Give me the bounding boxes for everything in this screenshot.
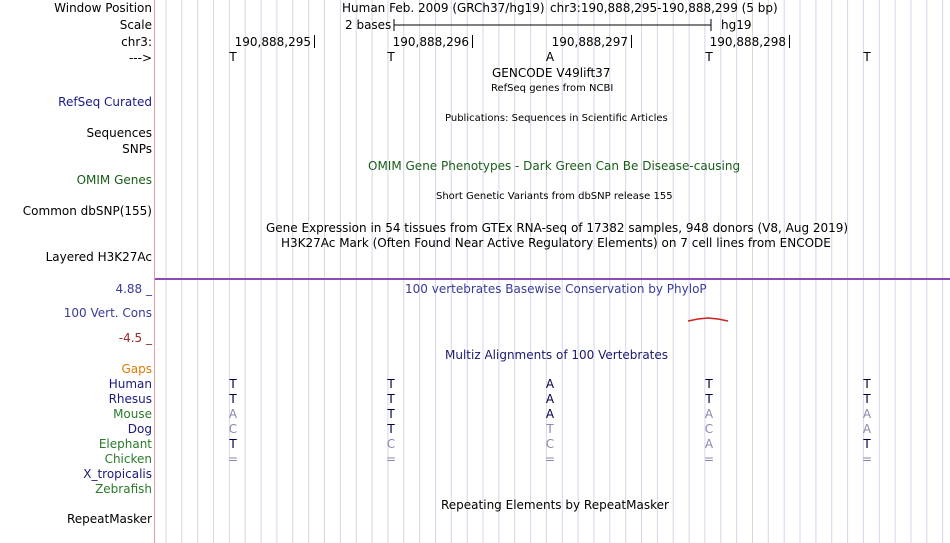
coordinate-label: 190,888,295 bbox=[234, 35, 311, 49]
alignment-base: T bbox=[705, 377, 713, 391]
alignment-base: A bbox=[704, 437, 714, 451]
phylop-min-value: -4.5 _ bbox=[118, 331, 152, 345]
coordinate-label: 190,888,296 bbox=[392, 35, 469, 49]
alignment-base: A bbox=[704, 407, 714, 421]
alignment-base: T bbox=[229, 392, 237, 406]
gencode-track-title[interactable]: GENCODE V49lift37 bbox=[492, 66, 611, 80]
omim-track-label[interactable]: OMIM Genes bbox=[76, 173, 152, 187]
alignment-base: C bbox=[545, 437, 555, 451]
track-label-separator bbox=[154, 0, 155, 543]
alignment-base: T bbox=[229, 377, 237, 391]
scale-bar bbox=[393, 17, 713, 33]
window-position-label: Window Position bbox=[54, 1, 152, 15]
species-label-x_tropicalis[interactable]: X_tropicalis bbox=[83, 467, 152, 481]
species-label-dog[interactable]: Dog bbox=[127, 422, 152, 436]
phylop-wiggle bbox=[686, 314, 730, 324]
alignment-base: A bbox=[545, 377, 555, 391]
alignment-base: = bbox=[385, 452, 397, 466]
strand-label: ---> bbox=[128, 51, 152, 65]
alignment-base: T bbox=[387, 422, 395, 436]
alignment-base: A bbox=[228, 407, 238, 421]
coordinate-tick bbox=[472, 35, 473, 48]
alignment-base: T bbox=[863, 377, 871, 391]
gaps-label[interactable]: Gaps bbox=[121, 362, 152, 376]
alignment-base: T bbox=[705, 392, 713, 406]
species-label-human[interactable]: Human bbox=[108, 377, 152, 391]
multiz-track-title[interactable]: Multiz Alignments of 100 Vertebrates bbox=[445, 348, 669, 362]
species-label-elephant[interactable]: Elephant bbox=[98, 437, 152, 451]
dbsnp-track-title[interactable]: Short Genetic Variants from dbSNP release 155 bbox=[436, 191, 673, 202]
reference-base: A bbox=[545, 50, 555, 64]
alignment-base: A bbox=[862, 407, 872, 421]
scale-text: 2 bases bbox=[345, 18, 392, 32]
omim-track-title[interactable]: OMIM Gene Phenotypes - Dark Green Can Be Disease-causing bbox=[368, 159, 741, 173]
alignment-base: C bbox=[704, 422, 714, 436]
chromosome-label: chr3: bbox=[121, 35, 152, 49]
reference-base: T bbox=[863, 50, 871, 64]
coordinate-label: 190,888,297 bbox=[551, 35, 628, 49]
dbsnp-track-label[interactable]: Common dbSNP(155) bbox=[22, 204, 152, 218]
coordinate-label: 190,888,298 bbox=[709, 35, 786, 49]
alignment-base: = bbox=[544, 452, 556, 466]
species-label-mouse[interactable]: Mouse bbox=[113, 407, 152, 421]
coordinate-tick bbox=[789, 35, 790, 48]
h3k27ac-track-label[interactable]: Layered H3K27Ac bbox=[45, 250, 152, 264]
repeatmasker-track-title[interactable]: Repeating Elements by RepeatMasker bbox=[441, 498, 669, 512]
conservation-track-label[interactable]: 100 Vert. Cons bbox=[63, 306, 152, 320]
coordinate-tick bbox=[314, 35, 315, 48]
phylop-max-value: 4.88 _ bbox=[115, 282, 152, 296]
alignment-base: T bbox=[229, 437, 237, 451]
reference-base: T bbox=[229, 50, 237, 64]
refseq-track-title[interactable]: RefSeq genes from NCBI bbox=[491, 83, 614, 94]
alignment-base: T bbox=[387, 407, 395, 421]
alignment-base: = bbox=[703, 452, 715, 466]
alignment-base: C bbox=[386, 437, 396, 451]
alignment-base: A bbox=[545, 407, 555, 421]
publications-track-title[interactable]: Publications: Sequences in Scientific Articles bbox=[445, 113, 668, 124]
species-label-zebrafish[interactable]: Zebrafish bbox=[95, 482, 152, 496]
window-position-value: chr3:190,888,295-190,888,299 (5 bp) bbox=[550, 1, 778, 15]
alignment-base: = bbox=[861, 452, 873, 466]
alignment-base: T bbox=[387, 392, 395, 406]
track-divider bbox=[155, 278, 950, 280]
h3k27ac-track-title[interactable]: H3K27Ac Mark (Often Found Near Active Regulatory Elements) on 7 cell lines from ENCODE bbox=[281, 236, 831, 250]
species-label-chicken[interactable]: Chicken bbox=[104, 452, 152, 466]
alignment-base: A bbox=[862, 422, 872, 436]
alignment-base: = bbox=[227, 452, 239, 466]
snps-label[interactable]: SNPs bbox=[122, 142, 152, 156]
sequences-label[interactable]: Sequences bbox=[86, 126, 152, 140]
phylop-track-title[interactable]: 100 vertebrates Basewise Conservation by PhyloP bbox=[405, 282, 707, 296]
reference-base: T bbox=[705, 50, 713, 64]
scale-assembly: hg19 bbox=[721, 18, 752, 32]
species-label-rhesus[interactable]: Rhesus bbox=[108, 392, 152, 406]
alignment-base: T bbox=[863, 437, 871, 451]
alignment-base: C bbox=[228, 422, 238, 436]
coordinate-tick bbox=[631, 35, 632, 48]
refseq-track-label[interactable]: RefSeq Curated bbox=[58, 95, 152, 109]
reference-base: T bbox=[387, 50, 395, 64]
alignment-base: T bbox=[546, 422, 554, 436]
alignment-base: A bbox=[545, 392, 555, 406]
assembly-name: Human Feb. 2009 (GRCh37/hg19) bbox=[342, 1, 545, 15]
alignment-base: T bbox=[387, 377, 395, 391]
repeatmasker-track-label[interactable]: RepeatMasker bbox=[66, 512, 152, 526]
gtex-track-title[interactable]: Gene Expression in 54 tissues from GTEx RNA-seq of 17382 samples, 948 donors (V8, Aug 2019) bbox=[266, 221, 849, 235]
scale-label: Scale bbox=[119, 18, 152, 32]
alignment-base: T bbox=[863, 392, 871, 406]
